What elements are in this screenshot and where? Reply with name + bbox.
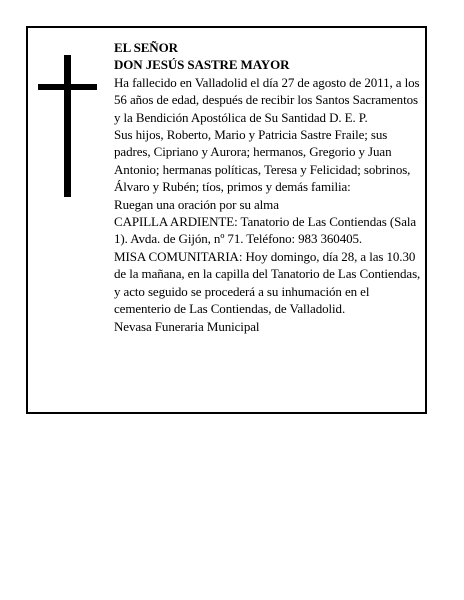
death-announcement: Ha fallecido en Valladolid el día 27 de agosto de 2011, a los 56 años de edad, después de recibir los Santos Sacramentos y la Bendición Apostólica de Su Santidad D. E. P. xyxy=(114,74,420,125)
chapel-info: CAPILLA ARDIENTE: Tanatorio de Las Contiendas (Sala 1). Avda. de Gijón, nº 71. Teléfono: 983 360405. xyxy=(114,214,417,247)
family-list: Sus hijos, Roberto, Mario y Patricia Sastre Fraile; sus padres, Cipriano y Aurora; hermanos, Gregorio y Juan Antonio; hermanas políticas, Teresa y Felicidad; sobrinos, Álvaro y Rubén; tíos, primos y demás familia: xyxy=(114,127,411,195)
prayer-request: Ruegan una oración por su alma xyxy=(114,196,279,212)
obituary-heading-line1: EL SEÑOR xyxy=(114,40,178,55)
funeral-home: Nevasa Funeraria Municipal xyxy=(114,318,260,334)
cross-vertical-bar xyxy=(64,55,71,197)
mass-info: MISA COMUNITARIA: Hoy domingo, día 28, a las 10.30 de la mañana, en la capilla del Tanatorio de Las Contiendas, y acto seguido se procederá a su inhumación en el cementerio de Las Contiendas, de Valladolid. xyxy=(114,248,421,317)
deceased-name: DON JESÚS SASTRE MAYOR xyxy=(114,57,290,73)
cross-horizontal-bar xyxy=(38,84,97,90)
obituary-text xyxy=(114,39,424,335)
